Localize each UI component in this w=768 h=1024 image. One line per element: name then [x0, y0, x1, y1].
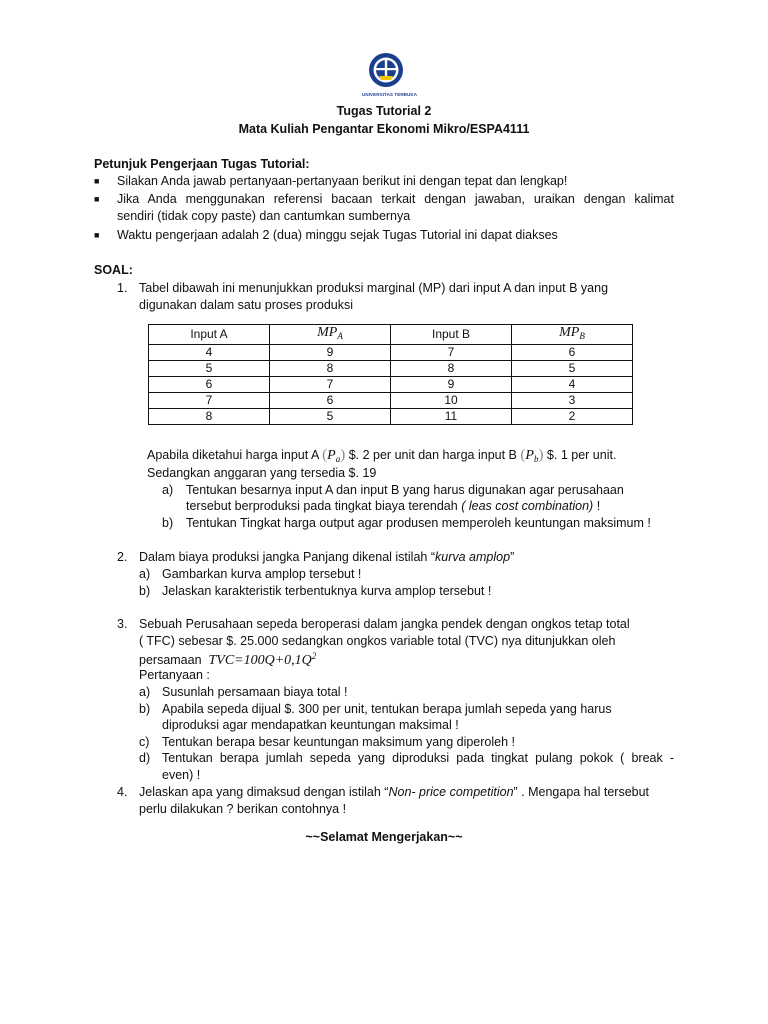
q2b-label: b) — [139, 584, 151, 598]
bullet-icon: ■ — [94, 230, 100, 240]
table-cell: 5 — [149, 361, 270, 377]
q3a-label: a) — [139, 685, 151, 699]
instruction-3: Waktu pengerjaan adalah 2 (dua) minggu sejak Tugas Tutorial ini dapat diakses — [117, 228, 558, 242]
q4-line2: perlu dilakukan ? berikan contohnya ! — [139, 802, 347, 816]
tvc-equation: TVC=100Q+0,1Q — [208, 653, 312, 669]
q3d-line2: even) ! — [162, 768, 201, 782]
q3b-line2: diproduksi agar mendapatkan keuntungan maksimal ! — [162, 718, 459, 732]
table-cell: 7 — [391, 345, 512, 361]
q1b-label: b) — [162, 516, 174, 530]
table-cell: 7 — [149, 393, 270, 409]
q3d-line1: Tentukan berapa jumlah sepeda yang diproduksi pada tingkat pulang pokok ( break - — [162, 751, 674, 765]
q1-number: 1. — [117, 281, 128, 295]
q2b: Jelaskan karakteristik terbentuknya kurva amplop tersebut ! — [162, 584, 492, 598]
instructions-heading: Petunjuk Pengerjaan Tugas Tutorial: — [94, 157, 310, 171]
q1a-line2: tersebut berproduksi pada tingkat biaya terendah ( leas cost combination) ! — [186, 499, 601, 513]
table-cell: 4 — [512, 377, 633, 393]
q3-pertanyaan: Pertanyaan : — [139, 668, 210, 682]
soal-label: SOAL: — [94, 263, 133, 277]
q3c: Tentukan berapa besar keuntungan maksimum yang diperoleh ! — [162, 735, 515, 749]
instruction-2-line1: Jika Anda menggunakan referensi bacaan terkait dengan jawaban, uraikan dengan kalimat — [117, 192, 674, 206]
table-cell: 2 — [512, 409, 633, 425]
header-mp-a: $MP_A$ — [270, 325, 391, 345]
table-cell: 6 — [270, 393, 391, 409]
q3c-label: c) — [139, 735, 150, 749]
q3b-line1: Apabila sepeda dijual $. 300 per unit, tentukan berapa jumlah sepeda yang harus — [162, 702, 612, 716]
logo-caption: UNIVERSITAS TERBUKA — [362, 92, 418, 97]
q3-line1: Sebuah Perusahaan sepeda beroperasi dalam jangka pendek dengan ongkos tetap total — [139, 617, 630, 631]
q3-number: 3. — [117, 617, 128, 631]
table-row — [149, 393, 633, 409]
instruction-1: Silakan Anda jawab pertanyaan-pertanyaan berikut ini dengan tepat dan lengkap! — [117, 174, 568, 188]
q2-number: 2. — [117, 550, 128, 564]
q2a-label: a) — [139, 567, 151, 581]
table-cell: 8 — [391, 361, 512, 377]
header-mp-b: $MP_B$ — [512, 325, 633, 345]
logo-emblem-icon — [363, 50, 409, 90]
table-row — [149, 345, 633, 361]
q3-line2: ( TFC) sebesar $. 25.000 sedangkan ongkos variable total (TVC) nya ditunjukkan oleh — [139, 634, 616, 648]
bullet-icon: ■ — [94, 176, 100, 186]
university-logo — [362, 50, 418, 97]
q2a: Gambarkan kurva amplop tersebut ! — [162, 567, 362, 581]
q1-budget: Sedangkan anggaran yang tersedia $. 19 — [147, 466, 377, 480]
table-row — [149, 409, 633, 425]
q4-line1: Jelaskan apa yang dimaksud dengan istilah “Non- price competition” . Mengapa hal tersebut — [139, 785, 650, 799]
document-title: Tugas Tutorial 2 — [336, 104, 432, 118]
table-cell: 8 — [149, 409, 270, 425]
table-header-row — [149, 325, 633, 345]
q3d-label: d) — [139, 751, 151, 765]
table-cell: 10 — [391, 393, 512, 409]
table-cell: 3 — [512, 393, 633, 409]
q1a-label: a) — [162, 483, 174, 497]
q3b-label: b) — [139, 702, 151, 716]
course-title: Mata Kuliah Pengantar Ekonomi Mikro/ESPA4111 — [238, 122, 530, 136]
table-row — [149, 377, 633, 393]
q4-number: 4. — [117, 785, 128, 799]
table-cell: 5 — [512, 361, 633, 377]
table-cell: 7 — [270, 377, 391, 393]
table-cell: 6 — [149, 377, 270, 393]
table-cell: 5 — [270, 409, 391, 425]
table-cell: 8 — [270, 361, 391, 377]
table-cell: 9 — [270, 345, 391, 361]
instruction-2-line2: sendiri (tidak copy paste) dan cantumkan sumbernya — [117, 209, 411, 223]
header-input-a: Input A — [149, 325, 270, 345]
q2-line: Dalam biaya produksi jangka Panjang dikenal istilah “kurva amplop” — [139, 550, 515, 564]
q3a: Susunlah persamaan biaya total ! — [162, 685, 348, 699]
q1b-line: Tentukan Tingkat harga output agar produsen memperoleh keuntungan maksimum ! — [186, 516, 651, 530]
header-input-b: Input B — [391, 325, 512, 345]
q1-price-line: Apabila diketahui harga input A $(P_a)$ $. 2 per unit dan harga input B $(P_b)$ $. 1 per unit. — [147, 447, 617, 464]
table-cell: 6 — [512, 345, 633, 361]
q3-line3: persamaan $TVC=100Q+0,1Q^2$ — [139, 651, 317, 669]
table-cell: 9 — [391, 377, 512, 393]
table-row — [149, 361, 633, 377]
marginal-product-table — [148, 324, 633, 425]
table-cell: 4 — [149, 345, 270, 361]
closing-text: ~~Selamat Mengerjakan~~ — [305, 830, 463, 844]
q1a-line1: Tentukan besarnya input A dan input B yang harus digunakan agar perusahaan — [186, 483, 624, 497]
bullet-icon: ■ — [94, 194, 100, 204]
table-cell: 11 — [391, 409, 512, 425]
q1-line2: digunakan dalam satu proses produksi — [139, 298, 354, 312]
q1-line1: Tabel dibawah ini menunjukkan produksi marginal (MP) dari input A dan input B yang — [139, 281, 609, 295]
